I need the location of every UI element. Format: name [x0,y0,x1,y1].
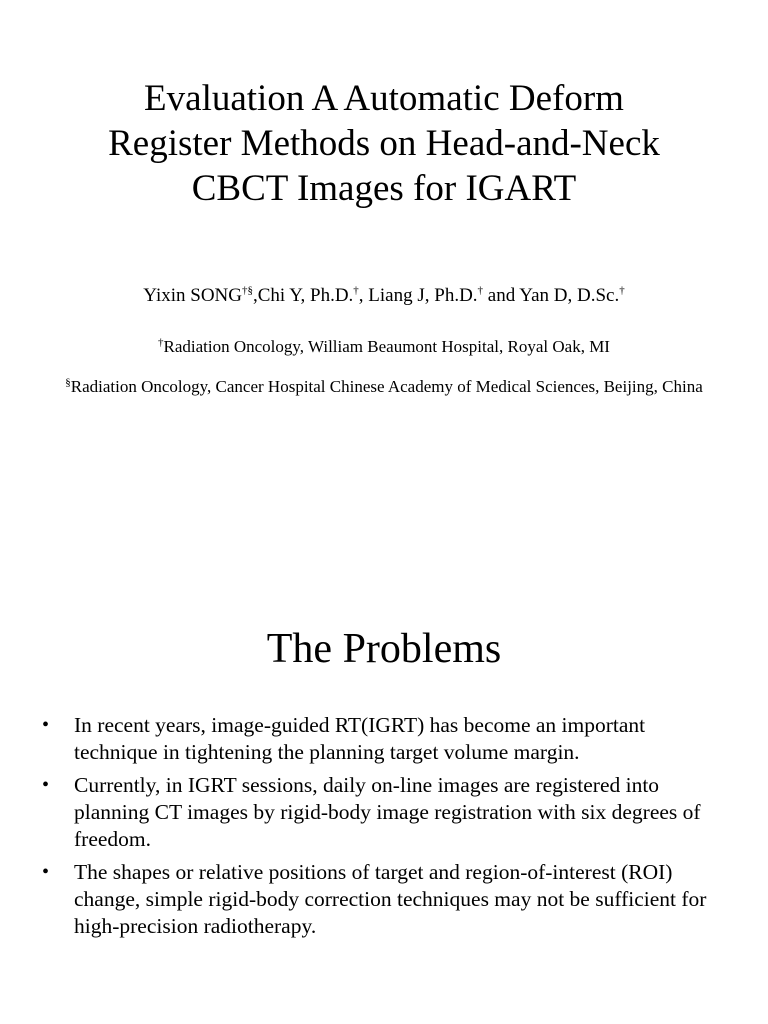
affiliation-cams [44,375,724,399]
list-item [42,859,732,940]
list-item [42,712,732,766]
affiliation-mark: § [65,376,71,389]
presentation-title [0,76,768,211]
problems-slide [0,512,768,1024]
bullet-text: The shapes or relative positions of target and region-of-interest (ROI) change, simple rigid-body correction techniques may not be sufficient for high-precision radiotherapy. [74,860,707,938]
author-mark: † [619,284,625,297]
author-name: ,Chi Y, Ph.D. [252,285,354,306]
slide-heading: The Problems [266,626,502,672]
bullet-text: In recent years, image-guided RT(IGRT) has become an important technique in tightening the planning target volume margin. [74,713,646,764]
author-mark: † [477,284,484,297]
bullet-icon: • [42,774,50,796]
title-line: Evaluation A Automatic Deform [144,78,624,119]
bullet-text: Currently, in IGRT sessions, daily on-line images are registered into planning CT images by rigid-body image registration with six degrees of freedom. [74,773,701,851]
author-name: and Yan D, D.Sc. [483,285,620,306]
affiliation-text: Radiation Oncology, Cancer Hospital Chinese Academy of Medical Sciences, Beijing, China [70,377,703,396]
affiliation-text: Radiation Oncology, William Beaumont Hospital, Royal Oak, MI [163,337,610,356]
author-name: , Liang J, Ph.D. [358,285,478,306]
author-name: Yixin SONG [143,285,242,306]
author-mark: †§ [241,284,253,297]
list-item [42,772,732,853]
bullet-icon: • [42,861,50,883]
author-list [0,284,768,308]
title-line: CBCT Images for IGART [191,168,577,209]
bullet-icon: • [42,714,50,736]
affiliation-beaumont [0,336,768,358]
bullet-list [42,712,732,946]
author-mark: † [353,284,359,297]
affiliation-mark: † [158,336,164,349]
title-line: Register Methods on Head-and-Neck [108,123,660,164]
